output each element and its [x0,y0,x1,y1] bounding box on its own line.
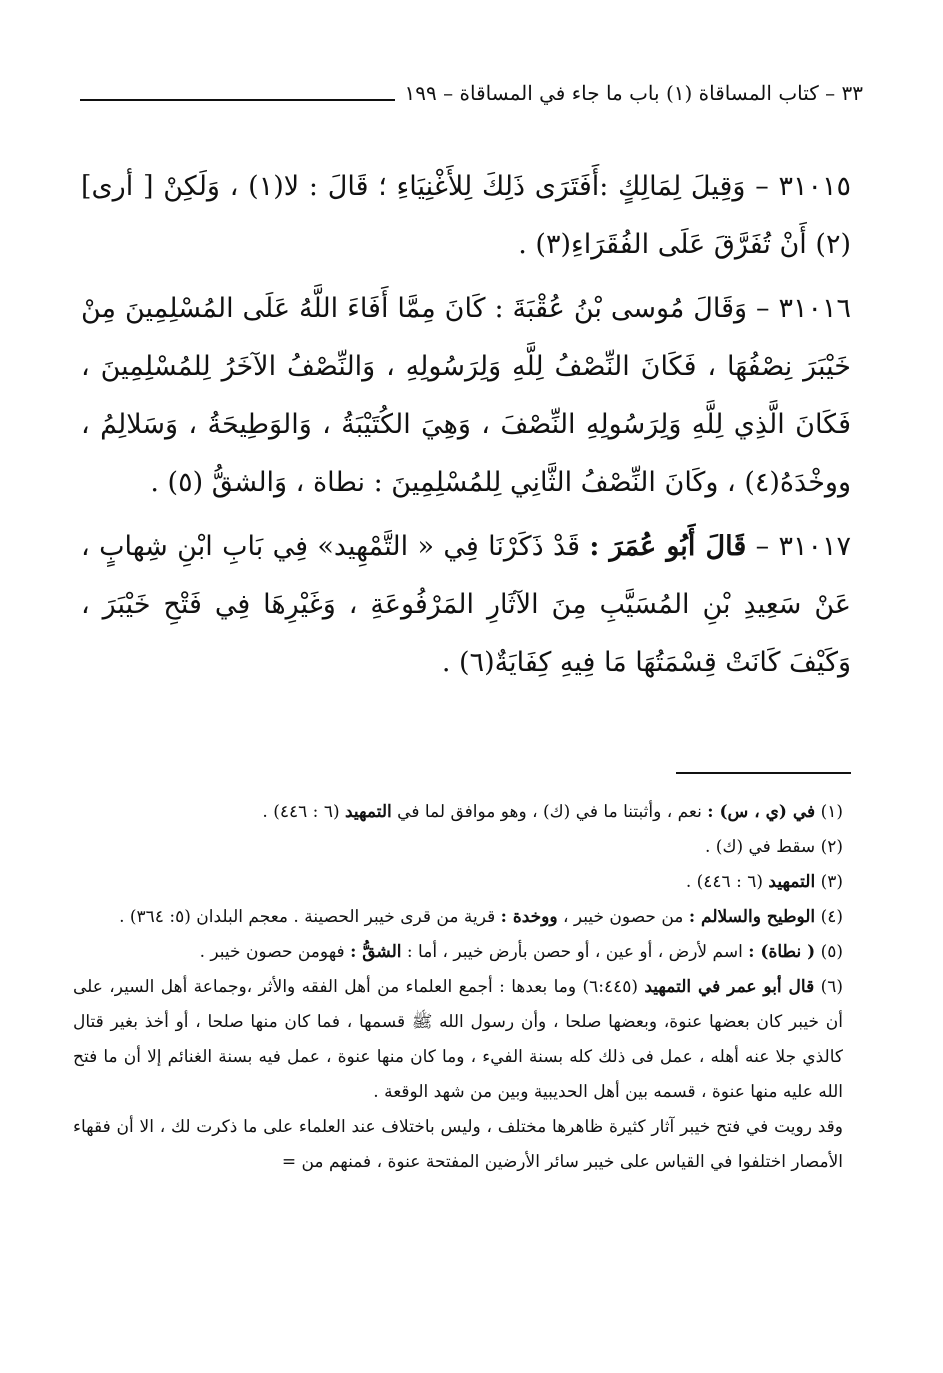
paragraph-text: وَقَالَ مُوسى بْنُ عُقْبَةَ : كَانَ مِمَّا أَفَاءَ اللَّهُ عَلَى المُسْلِمِينَ مِنْ خَيْبَرَ نِصْفُهَا ، فَكَانَ النِّصْفُ لِلَّهِ وَلِرَسُولِهِ ، وَالنِّصْفُ الآخَرُ لِلمُسْلِمِينَ ، فَكَانَ الَّذِي لِلَّهِ وَلِرَسُولِهِ النِّصْفَ ، وَهِيَ الكُتَيْبَةُ ، وَالوَطِيحَةُ ، وَسَلالِمُ ، ووخْدَهُ(٤) ، وكَانَ النِّصْفُ الثَّانِي لِلمُسْلِمِينَ : نطاة ، وَالشقُّ (٥) . [81,293,851,498]
footnote-text: (٦:٤٤٥) وما بعدها : أجمع العلماء من أهل الفقه والأثر ،وجماعة أهل السير، على أن خيبر كان بعضها عنوة، وبعضها صلحا ، وأن رسول الله ﷺ قسمها ، فما كان منها صلحا ، أو أخذ بغير قتال كالذي جلا عنه أهله ، عمل فى ذلك كله بسنة الفيء ، وما كان منها عنوة ، عمل فيه بسنة الغنائم إلا أن ما فتح الله عليه منها عنوة ، قسمه بين أهل الحديبية وبين من شهد الوقعة . [73,977,843,1102]
paragraph-speaker: قَالَ أَبُو عُمَرَ : [589,531,747,562]
footnote-text: سقط في (ك) . [705,837,816,857]
paragraph-31017 [81,518,851,692]
footnote-text-2: قرية من قرى خيبر الحصينة . معجم البلدان (٥: ٣٦٤) . [119,907,496,927]
footnote-text: اسم لأرض ، أو عين ، أو حصن بأرض خيبر ، أما : [406,942,743,962]
footnote-4 [73,900,843,935]
footnote-bold-2: الشقُّ : [350,942,402,962]
footnote-text-2: (٦ : ٤٤٦) . [262,802,340,822]
footnote-mark: (٣) [820,872,843,892]
footnote-mark: (٤) [820,907,843,927]
paragraph-31016 [81,280,851,512]
footnote-3 [73,865,843,900]
footnote-mark: (٦) [820,977,843,997]
footnote-1 [73,795,843,830]
paragraph-number: ٣١٠١٦ – [756,293,851,324]
footnote-bold: التمهيد [768,872,816,892]
paragraph-31015 [81,158,851,274]
header-rule [80,99,395,101]
footnote-bold-2: التمهيد [345,802,392,822]
footnote-bold: ( نطاة) : [748,942,816,962]
paragraph-text: وَقِيلَ لِمَالِكٍ :أَفَتَرَى ذَلِكَ لِلأَغْنِيَاءِ ؛ قَالَ : لا(١) ، وَلَكِنْ [ أرى](٢) أَنْ تُفَرَّقَ عَلَى الفُقَرَاءِ(٣) . [81,171,851,260]
running-header [80,78,863,108]
footnote-mark: (٥) [820,942,843,962]
footnote-text: من حصون خيبر ، [562,907,684,927]
footnote-bold: في (ي ، س) : [707,802,816,822]
footnote-bold: الوطيح والسلالم : [688,907,816,927]
footnotes [73,795,843,1180]
paragraph-number: ٣١٠١٧ – [755,531,851,562]
footnote-bold: قال أبو عمر في التمهيد [644,977,815,997]
footnote-text-2: فهومن حصون خيبر . [199,942,345,962]
header-title: ٣٣ – كتاب المساقاة (١) باب ما جاء في المساقاة – ١٩٩ [404,81,863,105]
footnote-continuation: وقد رويت في فتح خيبر آثار كثيرة ظاهرها مختلف ، وليس باختلاف عند العلماء على ما ذكرت لك ، الا أن فقهاء الأمصار اختلفوا في القياس على خيبر سائر الأرضين المفتحة عنوة ، فمنهم من = [73,1117,843,1172]
footnote-mark: (٢) [820,837,843,857]
main-text [81,158,851,698]
footnote-separator [676,772,851,774]
footnote-mark: (١) [820,802,843,822]
footnote-bold-2: ووخدة : [500,907,558,927]
footnote-2 [73,830,843,865]
paragraph-text: قَدْ ذَكَرْنَا فِي « التَّمْهِيد» فِي بَابِ ابْنِ شِهابٍ ، عَنْ سَعِيدِ بْنِ المُسَيَّبِ مِنَ الآثَارِ المَرْفُوعَةِ ، وَغَيْرِهَا فِي فَتْحِ خَيْبَرَ ، وَكَيْفَ كَانَتْ قِسْمَتُهَا مَا فِيهِ كِفَايَةٌ(٦) . [81,531,851,678]
paragraph-number: ٣١٠١٥ – [755,171,851,202]
footnote-text: (٦ : ٤٤٦) . [685,872,764,892]
footnote-6 [73,970,843,1110]
footnote-text: نعم ، وأثبتنا ما في (ك) ، وهو موافق لما في [397,802,702,822]
footnote-5 [73,935,843,970]
